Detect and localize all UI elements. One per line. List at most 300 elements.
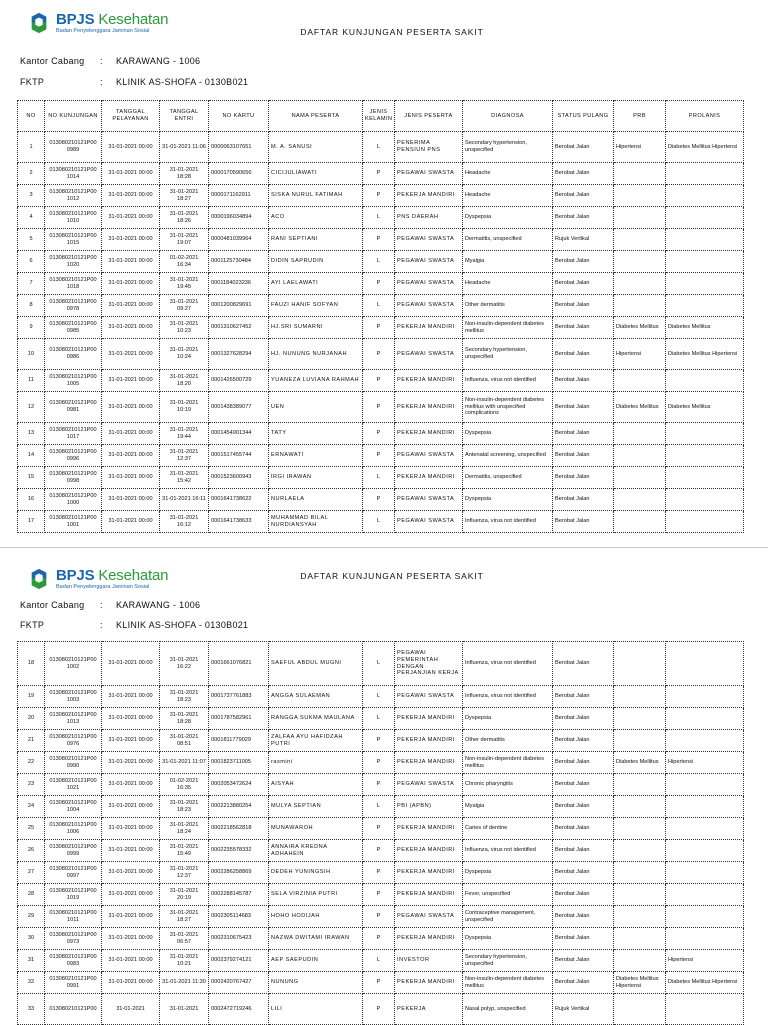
cell-status-pulang: Berobat Jalan [553, 392, 614, 423]
cell-prolanis [666, 445, 744, 467]
cell-jenis-kelamin: P [363, 273, 395, 295]
cell-tanggal-entri: 31-01-2021 10:19 [160, 392, 209, 423]
cell-prb [614, 273, 666, 295]
table-header-row [18, 101, 744, 132]
cell-diagnosa: Dyspepsia [463, 862, 553, 884]
cell-no-kartu: 0001523600943 [209, 467, 269, 489]
cell-no-kartu: 0001125730484 [209, 251, 269, 273]
cell-tanggal-pelayanan: 31-01-2021 00:00 [102, 132, 160, 163]
table-row [18, 752, 744, 774]
cell-status-pulang: Berobat Jalan [553, 489, 614, 511]
cell-tanggal-pelayanan: 31-01-2021 00:00 [102, 642, 160, 686]
cell-jenis-kelamin: P [363, 906, 395, 928]
fktp-label: FKTP [20, 620, 45, 630]
cell-diagnosa: Influenza, virus not identified [463, 840, 553, 862]
cell-no: 10 [18, 339, 45, 370]
cell-tanggal-entri: 31-01-2021 16:11 [160, 489, 209, 511]
cell-jenis-peserta: PEKERJA MANDIRI [395, 392, 463, 423]
cell-no: 23 [18, 774, 45, 796]
cell-no-kartu: 0000170590656 [209, 163, 269, 185]
cell-prolanis [666, 467, 744, 489]
cell-prolanis [666, 884, 744, 906]
cell-no-kartu: 0001517455744 [209, 445, 269, 467]
cell-jenis-peserta: PEGAWAI PEMERINTAH DENGAN PERJANJIAN KERJA [395, 642, 463, 686]
cell-no-kunjungan: 013080210121P00 0978 [45, 295, 102, 317]
report-title: DAFTAR KUNJUNGAN PESERTA SAKIT [300, 571, 484, 581]
cell-nama-peserta: AYI LAELAWATI [269, 273, 363, 295]
cell-no-kunjungan: 013080210121P00 1004 [45, 796, 102, 818]
cell-no-kartu: 0002379274121 [209, 950, 269, 972]
cell-tanggal-pelayanan: 31-01-2021 00:00 [102, 207, 160, 229]
cell-status-pulang: Berobat Jalan [553, 906, 614, 928]
table-row [18, 392, 744, 423]
cell-no-kunjungan: 013080210121P00 1006 [45, 818, 102, 840]
cell-jenis-peserta: PEGAWAI SWASTA [395, 339, 463, 370]
cell-no: 4 [18, 207, 45, 229]
cell-no-kartu: 0001200829691 [209, 295, 269, 317]
cell-jenis-peserta: PEKERJA [395, 994, 463, 1025]
cell-status-pulang: Berobat Jalan [553, 884, 614, 906]
cell-no: 32 [18, 972, 45, 994]
cell-nama-peserta: RANI SEPTIANI [269, 229, 363, 251]
cell-no-kunjungan: 013080210121P00 1003 [45, 686, 102, 708]
cell-status-pulang: Berobat Jalan [553, 972, 614, 994]
cell-prolanis [666, 906, 744, 928]
cell-nama-peserta: DIDIN SAPRUDIN [269, 251, 363, 273]
cell-no-kunjungan: 013080210121P00 0991 [45, 972, 102, 994]
cell-nama-peserta: DEDEH YUNINGSIH [269, 862, 363, 884]
table-row [18, 884, 744, 906]
cell-no: 29 [18, 906, 45, 928]
cell-jenis-kelamin: L [363, 132, 395, 163]
cell-no-kartu: 0001310627452 [209, 317, 269, 339]
cell-no-kunjungan: 013080210121P00 1015 [45, 229, 102, 251]
colon: : [100, 620, 103, 630]
table-row [18, 423, 744, 445]
cell-prb: Diabetes Mellitus [614, 392, 666, 423]
table-row [18, 370, 744, 392]
cell-jenis-peserta: PEGAWAI SWASTA [395, 273, 463, 295]
cell-nama-peserta: IRGI IRAWAN [269, 467, 363, 489]
cell-diagnosa: Myalgia [463, 251, 553, 273]
cell-tanggal-pelayanan: 31-01-2021 00:00 [102, 163, 160, 185]
cell-nama-peserta: ANGGA SULAEMAN [269, 686, 363, 708]
cell-nama-peserta: LILI [269, 994, 363, 1025]
cell-diagnosa: Chronic pharyngitis [463, 774, 553, 796]
cell-tanggal-pelayanan: 31-01-2021 00:00 [102, 972, 160, 994]
cell-nama-peserta: UEN [269, 392, 363, 423]
cell-no: 13 [18, 423, 45, 445]
cell-nama-peserta: ANNAIRA KREDNA ADHAHEIN [269, 840, 363, 862]
cell-no-kunjungan: 013080210121P00 0976 [45, 730, 102, 752]
cell-tanggal-pelayanan: 31-01-2021 00:00 [102, 774, 160, 796]
cell-nama-peserta: MUHAMMAD BILAL NURDIANSYAH [269, 511, 363, 533]
cell-prolanis: Diabetes Mellitus Hipertensi [666, 339, 744, 370]
cell-jenis-kelamin: P [363, 972, 395, 994]
cell-tanggal-entri: 31-01-2021 18:26 [160, 207, 209, 229]
cell-tanggal-entri: 31-01-2021 18:27 [160, 185, 209, 207]
column-header-no: NO [18, 101, 45, 132]
cell-prolanis [666, 207, 744, 229]
cell-tanggal-entri: 31-01-2021 19:44 [160, 423, 209, 445]
cell-tanggal-entri: 31-01-2021 11:30 [160, 972, 209, 994]
cell-no: 1 [18, 132, 45, 163]
cell-status-pulang: Rujuk Vertikal [553, 229, 614, 251]
cell-status-pulang: Berobat Jalan [553, 840, 614, 862]
cell-jenis-peserta: PBI (APBN) [395, 796, 463, 818]
cell-prolanis [666, 708, 744, 730]
cell-prolanis [666, 862, 744, 884]
cell-jenis-peserta: PEKERJA MANDIRI [395, 840, 463, 862]
cell-nama-peserta: NAZWA DWITAMI IRAWAN [269, 928, 363, 950]
cell-status-pulang: Berobat Jalan [553, 339, 614, 370]
cell-jenis-peserta: PEGAWAI SWASTA [395, 163, 463, 185]
cell-status-pulang: Berobat Jalan [553, 796, 614, 818]
column-header-tanggal-entri: TANGGAL ENTRI [160, 101, 209, 132]
colon: : [100, 77, 103, 87]
cell-no-kartu: 0002053472624 [209, 774, 269, 796]
cell-nama-peserta: HOHO HODIJAH [269, 906, 363, 928]
brand-kesehatan: Kesehatan [98, 11, 169, 28]
cell-prolanis [666, 818, 744, 840]
cell-tanggal-entri: 31-01-2021 18:28 [160, 163, 209, 185]
cell-tanggal-pelayanan: 31-01-2021 00:00 [102, 370, 160, 392]
cell-tanggal-entri: 31-01-2021 18:23 [160, 686, 209, 708]
cell-diagnosa: Headache [463, 273, 553, 295]
cell-nama-peserta: YUANEZA LUVIANA RAHMAH [269, 370, 363, 392]
cell-tanggal-entri: 31-01-2021 19:45 [160, 273, 209, 295]
table-row [18, 339, 744, 370]
cell-tanggal-entri: 31-01-2021 19:07 [160, 229, 209, 251]
cell-no-kunjungan: 013080210121P00 0986 [45, 339, 102, 370]
kantor-label: Kantor Cabang [20, 600, 85, 610]
cell-status-pulang: Berobat Jalan [553, 642, 614, 686]
table-row [18, 840, 744, 862]
cell-prb [614, 489, 666, 511]
cell-tanggal-entri: 01-02-2021 16:35 [160, 774, 209, 796]
cell-diagnosa: Fever, unspecified [463, 884, 553, 906]
visits-table-2 [17, 641, 744, 1025]
cell-jenis-kelamin: P [363, 392, 395, 423]
fktp-row [20, 77, 248, 87]
cell-diagnosa: Other dermatitis [463, 730, 553, 752]
cell-prolanis [666, 423, 744, 445]
cell-status-pulang: Berobat Jalan [553, 511, 614, 533]
kantor-cabang-row [20, 56, 200, 66]
cell-jenis-kelamin: L [363, 511, 395, 533]
cell-no-kartu: 0001737761883 [209, 686, 269, 708]
cell-no: 19 [18, 686, 45, 708]
cell-no-kartu: 0000171162911 [209, 185, 269, 207]
cell-jenis-peserta: PEGAWAI SWASTA [395, 295, 463, 317]
cell-no: 16 [18, 489, 45, 511]
cell-prb [614, 295, 666, 317]
cell-no: 22 [18, 752, 45, 774]
cell-jenis-peserta: PEGAWAI SWASTA [395, 774, 463, 796]
cell-no-kartu: 0000196034894 [209, 207, 269, 229]
cell-no-kunjungan: 013080210121P00 [45, 994, 102, 1025]
cell-jenis-peserta: PEKERJA MANDIRI [395, 862, 463, 884]
cell-prolanis [666, 295, 744, 317]
cell-tanggal-entri: 31-01-2021 18:24 [160, 818, 209, 840]
cell-diagnosa: Dermatitis, unspecified [463, 467, 553, 489]
cell-prb [614, 730, 666, 752]
cell-nama-peserta: AISYAH [269, 774, 363, 796]
cell-tanggal-pelayanan: 31-01-2021 00:00 [102, 511, 160, 533]
cell-no-kunjungan: 013080210121P00 1013 [45, 708, 102, 730]
cell-no-kartu: 0001811779029 [209, 730, 269, 752]
cell-jenis-peserta: PEGAWAI SWASTA [395, 511, 463, 533]
cell-no-kartu: 0000481039964 [209, 229, 269, 251]
cell-prb: Hipertensi [614, 132, 666, 163]
cell-status-pulang: Berobat Jalan [553, 752, 614, 774]
cell-nama-peserta: NUNUNG [269, 972, 363, 994]
cell-no-kunjungan: 013080210121P00 0973 [45, 928, 102, 950]
cell-no-kunjungan: 013080210121P00 1010 [45, 207, 102, 229]
table-row [18, 906, 744, 928]
cell-tanggal-entri: 31-01-2021 11:07 [160, 752, 209, 774]
colon: : [100, 56, 103, 66]
cell-tanggal-pelayanan: 31-01-2021 00:00 [102, 467, 160, 489]
cell-tanggal-entri: 31-01-2021 15:42 [160, 467, 209, 489]
cell-no-kartu: 0001426500729 [209, 370, 269, 392]
cell-prb [614, 370, 666, 392]
cell-no-kunjungan: 013080210121P00 0997 [45, 862, 102, 884]
cell-no-kartu: 0001641738622 [209, 489, 269, 511]
cell-no-kartu: 0002218562818 [209, 818, 269, 840]
cell-no-kunjungan: 013080210121P00 0996 [45, 445, 102, 467]
cell-prolanis: Diabetes Mellitus Hipertensi [666, 972, 744, 994]
cell-status-pulang: Berobat Jalan [553, 467, 614, 489]
cell-no-kunjungan: 013080210121P00 1000 [45, 489, 102, 511]
cell-prb [614, 467, 666, 489]
table-row [18, 295, 744, 317]
cell-no-kunjungan: 013080210121P00 0985 [45, 317, 102, 339]
cell-status-pulang: Berobat Jalan [553, 423, 614, 445]
cell-prolanis [666, 163, 744, 185]
cell-tanggal-pelayanan: 31-01-2021 00:00 [102, 840, 160, 862]
cell-tanggal-entri: 31-01-2021 06:57 [160, 928, 209, 950]
cell-tanggal-pelayanan: 31-01-2021 00:00 [102, 445, 160, 467]
cell-prb [614, 796, 666, 818]
cell-no: 25 [18, 818, 45, 840]
table-row [18, 251, 744, 273]
cell-prolanis [666, 730, 744, 752]
cell-jenis-peserta: PEGAWAI SWASTA [395, 229, 463, 251]
cell-jenis-kelamin: P [363, 928, 395, 950]
cell-no-kartu: 0002310675423 [209, 928, 269, 950]
cell-tanggal-pelayanan: 31-01-2021 00:00 [102, 862, 160, 884]
cell-nama-peserta: RANGGA SUKMA MAULANA [269, 708, 363, 730]
cell-no-kartu: 0002213880254 [209, 796, 269, 818]
cell-tanggal-pelayanan: 31-01-2021 00:00 [102, 273, 160, 295]
cell-tanggal-pelayanan: 31-01-2021 00:00 [102, 251, 160, 273]
cell-no: 8 [18, 295, 45, 317]
cell-status-pulang: Berobat Jalan [553, 163, 614, 185]
cell-no-kartu: 0002235578332 [209, 840, 269, 862]
column-header-status-pulang: STATUS PULANG [553, 101, 614, 132]
cell-jenis-peserta: PEKERJA MANDIRI [395, 467, 463, 489]
cell-jenis-peserta: PEGAWAI SWASTA [395, 686, 463, 708]
brand-bpjs: BPJS [56, 11, 95, 28]
cell-prb [614, 994, 666, 1025]
kantor-value: KARAWANG - 1006 [116, 600, 201, 610]
column-header-tanggal-pelayanan: TANGGAL PELAYANAN [102, 101, 160, 132]
cell-prb [614, 906, 666, 928]
cell-jenis-kelamin: L [363, 796, 395, 818]
cell-jenis-peserta: PEKERJA MANDIRI [395, 708, 463, 730]
cell-no: 28 [18, 884, 45, 906]
cell-no-kartu: 0002305114683 [209, 906, 269, 928]
cell-diagnosa: Antenatal screening, unspecified [463, 445, 553, 467]
cell-prolanis [666, 774, 744, 796]
cell-diagnosa: Other dermatitis [463, 295, 553, 317]
cell-no-kunjungan: 013080210121P00 1014 [45, 163, 102, 185]
brand-subtitle: Badan Penyelenggara Jaminan Sosial [56, 584, 150, 590]
cell-tanggal-entri: 31-01-2021 16:22 [160, 642, 209, 686]
cell-no-kunjungan: 013080210121P00 1019 [45, 884, 102, 906]
table-row [18, 185, 744, 207]
cell-jenis-kelamin: P [363, 730, 395, 752]
cell-status-pulang: Berobat Jalan [553, 445, 614, 467]
table-row [18, 317, 744, 339]
table-row [18, 818, 744, 840]
cell-no-kunjungan: 013080210121P00 1012 [45, 185, 102, 207]
cell-jenis-peserta: PENERIMA PENSIUN PNS [395, 132, 463, 163]
report-title: DAFTAR KUNJUNGAN PESERTA SAKIT [300, 27, 484, 37]
cell-no: 7 [18, 273, 45, 295]
cell-no: 21 [18, 730, 45, 752]
table-body [18, 132, 744, 533]
cell-prolanis [666, 840, 744, 862]
cell-no-kunjungan: 013080210121P00 1020 [45, 251, 102, 273]
cell-status-pulang: Berobat Jalan [553, 950, 614, 972]
table-row [18, 686, 744, 708]
cell-diagnosa: Secondary hypertension, unspecified [463, 339, 553, 370]
cell-tanggal-entri: 31-01-2021 12:37 [160, 445, 209, 467]
cell-nama-peserta: M. A. SANUSI [269, 132, 363, 163]
cell-diagnosa: Influenza, virus not identified [463, 370, 553, 392]
cell-no-kartu: 0002472719246 [209, 994, 269, 1025]
cell-nama-peserta: ERNAWATI [269, 445, 363, 467]
cell-tanggal-entri: 31-01-2021 09:27 [160, 295, 209, 317]
cell-jenis-kelamin: P [363, 752, 395, 774]
cell-nama-peserta: AEP SAEPUDIN [269, 950, 363, 972]
table-row [18, 972, 744, 994]
cell-jenis-kelamin: P [363, 317, 395, 339]
cell-nama-peserta: HJ. NUNUNG NURJANAH [269, 339, 363, 370]
cell-no-kunjungan: 013080210121P00 1017 [45, 423, 102, 445]
cell-nama-peserta: NURLAELA [269, 489, 363, 511]
cell-status-pulang: Berobat Jalan [553, 862, 614, 884]
cell-no-kartu: 0000063107651 [209, 132, 269, 163]
cell-status-pulang: Berobat Jalan [553, 774, 614, 796]
table-row [18, 229, 744, 251]
cell-tanggal-entri: 31-01-2021 15:49 [160, 840, 209, 862]
cell-prb: Hipertensi [614, 339, 666, 370]
cell-prb [614, 950, 666, 972]
cell-tanggal-pelayanan: 31-01-2021 00:00 [102, 229, 160, 251]
cell-no-kunjungan: 013080210121P00 1001 [45, 511, 102, 533]
cell-jenis-peserta: PEKERJA MANDIRI [395, 185, 463, 207]
table-row [18, 207, 744, 229]
cell-tanggal-entri: 31-01-2021 18:23 [160, 796, 209, 818]
cell-prb [614, 884, 666, 906]
cell-no-kartu: 0001438389077 [209, 392, 269, 423]
kantor-label: Kantor Cabang [20, 56, 85, 66]
cell-no-kunjungan: 013080210121P00 1005 [45, 370, 102, 392]
brand-subtitle: Badan Penyelenggara Jaminan Sosial [56, 28, 150, 34]
cell-prb [614, 818, 666, 840]
cell-prb [614, 840, 666, 862]
cell-jenis-kelamin: L [363, 295, 395, 317]
column-header-prolanis: PROLANIS [666, 101, 744, 132]
cell-no: 11 [18, 370, 45, 392]
cell-prolanis: Hipertensi [666, 752, 744, 774]
cell-no-kunjungan: 013080210121P00 1002 [45, 642, 102, 686]
cell-tanggal-entri: 31-01-2021 18:28 [160, 708, 209, 730]
table-row [18, 132, 744, 163]
cell-tanggal-entri: 31-01-2021 18:20 [160, 370, 209, 392]
cell-tanggal-entri: 31-01-2021 10:21 [160, 950, 209, 972]
cell-no-kunjungan: 013080210121P00 0989 [45, 132, 102, 163]
cell-tanggal-pelayanan: 31-01-2021 00:00 [102, 950, 160, 972]
cell-diagnosa: Non-insulin-dependent diabetes mellitus [463, 972, 553, 994]
cell-no-kartu: 0001787582961 [209, 708, 269, 730]
cell-diagnosa: Dyspepsia [463, 207, 553, 229]
cell-prolanis: Diabetes Mellitus [666, 317, 744, 339]
cell-tanggal-entri: 31-01-2021 [160, 994, 209, 1025]
table-row [18, 511, 744, 533]
cell-diagnosa: Influenza, virus not identified [463, 642, 553, 686]
cell-diagnosa: Non-insulin-dependent diabetes mellitus with unspecified complications [463, 392, 553, 423]
cell-no: 5 [18, 229, 45, 251]
cell-prolanis [666, 511, 744, 533]
cell-diagnosa: Dyspepsia [463, 489, 553, 511]
cell-status-pulang: Berobat Jalan [553, 317, 614, 339]
cell-prolanis [666, 229, 744, 251]
visits-table-1 [17, 100, 744, 533]
table-row [18, 928, 744, 950]
cell-prolanis [666, 273, 744, 295]
cell-jenis-peserta: PEKERJA MANDIRI [395, 423, 463, 445]
cell-tanggal-entri: 01-02-2021 16:34 [160, 251, 209, 273]
cell-tanggal-entri: 31-01-2021 16:12 [160, 511, 209, 533]
cell-tanggal-pelayanan: 31-01-2021 00:00 [102, 730, 160, 752]
cell-no: 24 [18, 796, 45, 818]
cell-prolanis [666, 796, 744, 818]
cell-status-pulang: Berobat Jalan [553, 818, 614, 840]
cell-no-kunjungan: 013080210121P00 0990 [45, 752, 102, 774]
cell-prolanis [666, 686, 744, 708]
cell-tanggal-pelayanan: 31-01-2021 00:00 [102, 906, 160, 928]
cell-diagnosa: Non-insulin-dependent diabetes mellitus [463, 752, 553, 774]
report-page-2 [0, 556, 768, 1024]
cell-no-kartu: 0001823711005 [209, 752, 269, 774]
cell-no: 6 [18, 251, 45, 273]
cell-diagnosa: Contraceptive management, unspecified [463, 906, 553, 928]
table-row [18, 730, 744, 752]
cell-jenis-kelamin: P [363, 774, 395, 796]
cell-tanggal-entri: 31-01-2021 18:27 [160, 906, 209, 928]
cell-diagnosa: Dermatitis, unspecified [463, 229, 553, 251]
cell-jenis-peserta: PEGAWAI SWASTA [395, 251, 463, 273]
cell-jenis-kelamin: L [363, 251, 395, 273]
cell-no-kartu: 0002288145787 [209, 884, 269, 906]
cell-status-pulang: Berobat Jalan [553, 132, 614, 163]
cell-no: 30 [18, 928, 45, 950]
cell-prolanis [666, 489, 744, 511]
